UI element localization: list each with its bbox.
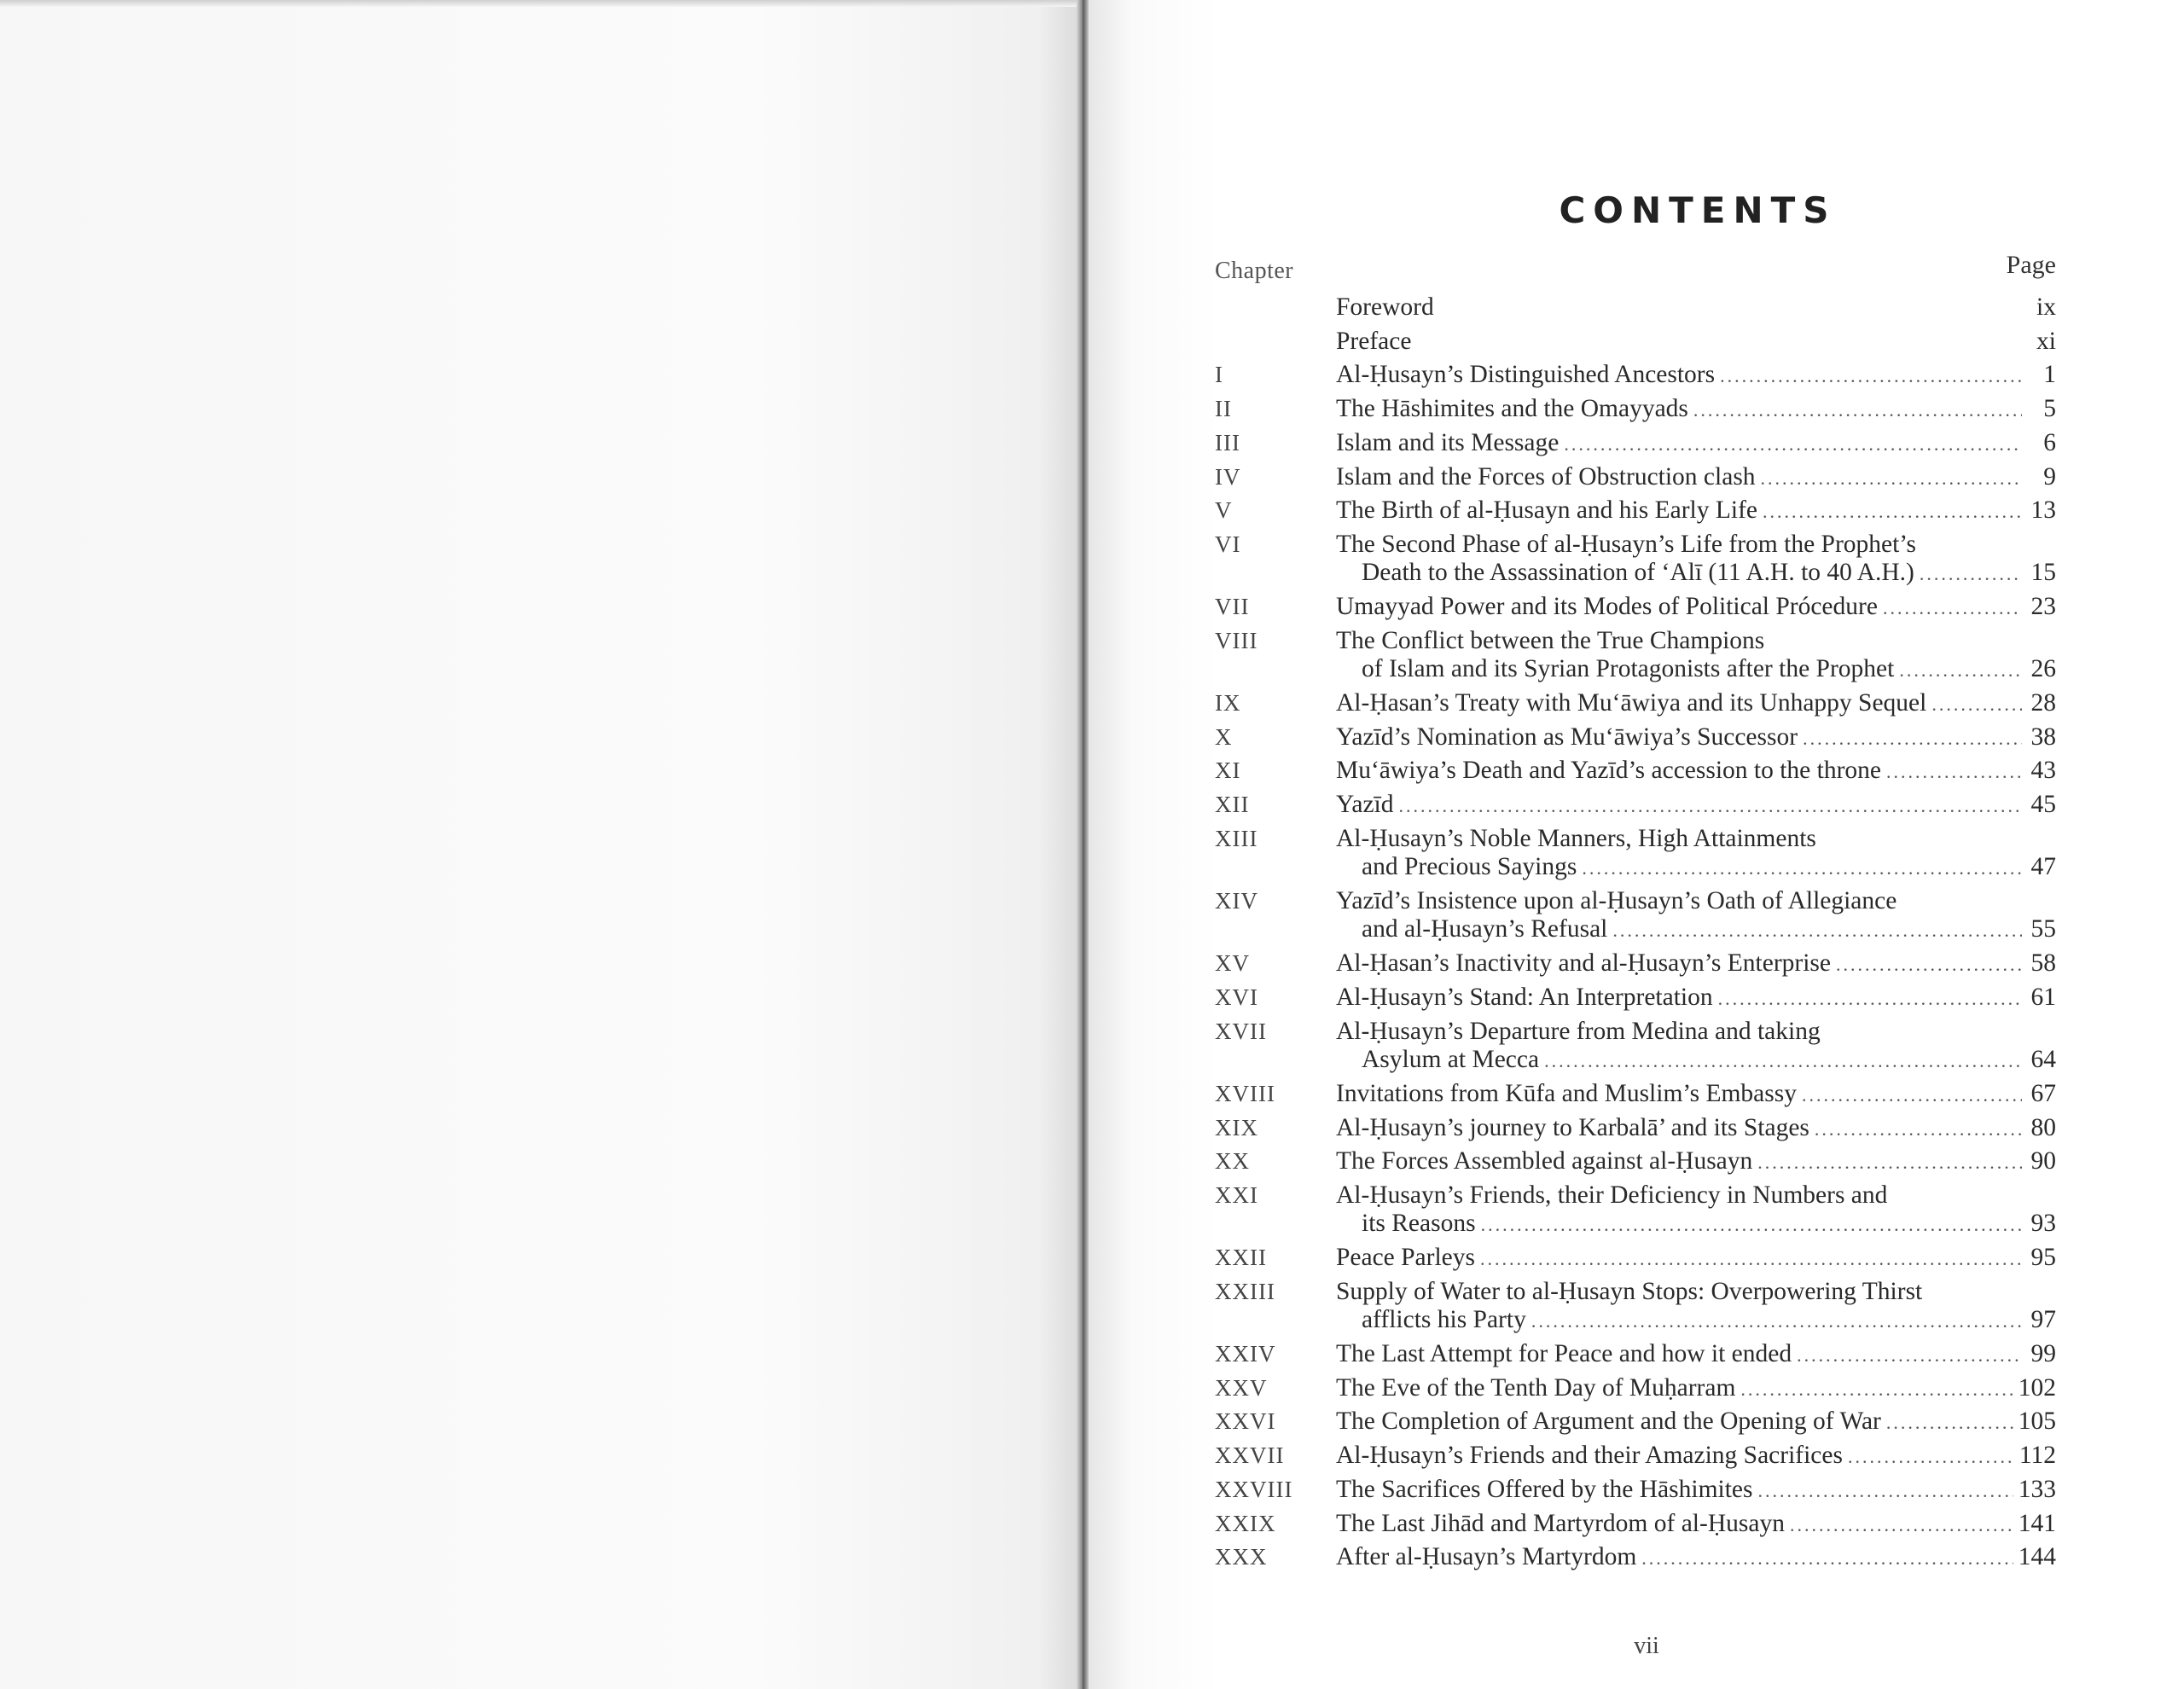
chapter-title-line: The Forces Assembled against al-Ḥusayn	[1336, 1147, 1753, 1175]
chapter-title-leader-line	[1336, 361, 2056, 390]
dot-leader	[1802, 1081, 2022, 1109]
chapter-title-line: The Eve of the Tenth Day of Muḥarram	[1336, 1373, 1736, 1402]
chapter-number: XX	[1215, 1148, 1250, 1175]
page-number: 141	[2018, 1509, 2056, 1537]
page-number: 61	[2030, 983, 2056, 1011]
page-number: 64	[2030, 1045, 2056, 1073]
chapter-title-line: Supply of Water to al-Ḥusayn Stops: Overpowering Thirst	[1336, 1277, 1923, 1305]
chapter-title-block	[1336, 293, 2056, 322]
chapter-number: XXIV	[1215, 1341, 1276, 1367]
chapter-title-line: The Birth of al-Ḥusayn and his Early Life	[1336, 496, 1757, 525]
chapter-number: X	[1215, 723, 1233, 750]
chapter-title-block	[1336, 1080, 2056, 1109]
dot-leader	[1797, 1341, 2022, 1369]
chapter-title-line: its Reasons	[1362, 1209, 1476, 1237]
chapter-title-leader-line	[1336, 1244, 2056, 1273]
page-number: xi	[2036, 327, 2056, 355]
dot-leader	[1761, 464, 2022, 492]
chapter-title-line: Al-Ḥusayn’s Friends, their Deficiency in Numbers and	[1336, 1181, 1888, 1209]
dot-leader	[1886, 1408, 2013, 1437]
chapter-title-leader-line	[1336, 689, 2056, 718]
chapter-title-leader-line	[1336, 757, 2056, 786]
dot-leader	[1883, 594, 2022, 622]
page-number: 26	[2030, 654, 2056, 682]
chapter-title-line: Al-Ḥasan’s Treaty with Mu‘āwiya and its Unhappy Sequel	[1336, 689, 1927, 717]
dot-leader	[1480, 1245, 2022, 1273]
chapter-title-leader-line	[1336, 496, 2056, 525]
page-title: CONTENTS	[1559, 189, 1837, 231]
dot-leader	[1757, 1148, 2022, 1176]
page-number: 13	[2030, 496, 2056, 525]
chapter-title-block	[1336, 1244, 2056, 1273]
chapter-title-block	[1336, 1408, 2056, 1437]
chapter-title-block	[1336, 328, 2056, 357]
chapter-number: V	[1215, 497, 1233, 524]
page-number: 28	[2030, 689, 2056, 717]
dot-leader	[1398, 792, 2022, 820]
chapter-title-block	[1336, 496, 2056, 525]
chapter-title-line: Death to the Assassination of ‘Alī (11 A.H. to 40 A.H.)	[1362, 558, 1914, 586]
page-number: 9	[2043, 462, 2056, 490]
chapter-title-block	[1336, 395, 2056, 424]
dot-leader	[1718, 984, 2022, 1013]
chapter-title-line: and al-Ḥusayn’s Refusal	[1362, 915, 1608, 943]
page-number: 5	[2043, 395, 2056, 423]
chapter-title-line: The Hāshimites and the Omayyads	[1336, 395, 1688, 423]
chapter-title-leader-line	[1336, 1046, 2056, 1075]
dot-leader	[1612, 916, 2022, 944]
chapter-number: XVIII	[1215, 1080, 1275, 1106]
chapter-number: XVI	[1215, 984, 1258, 1010]
chapter-title-block	[1336, 1181, 2056, 1239]
chapter-number: XV	[1215, 950, 1250, 977]
dot-leader	[1564, 430, 2022, 458]
chapter-number: XXVII	[1215, 1442, 1285, 1469]
dot-leader	[1720, 362, 2022, 390]
dot-leader	[1740, 1375, 2013, 1403]
chapter-title-line: Islam and its Message	[1336, 428, 1560, 456]
chapter-number: XXVI	[1215, 1408, 1276, 1435]
page-number: 144	[2018, 1543, 2056, 1571]
chapter-title-block	[1336, 1442, 2056, 1471]
chapter-title-line: Foreword	[1336, 293, 1434, 321]
page-number: 95	[2030, 1244, 2056, 1272]
chapter-title-line: Al-Ḥusayn’s Noble Manners, High Attainments	[1336, 824, 1816, 852]
page-number: 90	[2030, 1147, 2056, 1175]
page-number: 67	[2030, 1079, 2056, 1107]
chapter-title-line: Islam and the Forces of Obstruction clash	[1336, 462, 1756, 490]
dot-leader	[1544, 1047, 2022, 1075]
dot-leader	[1848, 1442, 2014, 1471]
page-number: 105	[2018, 1408, 2056, 1436]
page-number: ix	[2036, 293, 2056, 321]
chapter-title-block	[1336, 627, 2056, 684]
chapter-title-line: and Precious Sayings	[1362, 852, 1577, 880]
dot-leader	[1920, 560, 2022, 588]
chapter-title-leader-line	[1336, 463, 2056, 492]
chapter-title-line: The Completion of Argument and the Opening of War	[1336, 1408, 1881, 1436]
chapter-number: XXI	[1215, 1181, 1258, 1208]
chapter-column-header: Chapter	[1215, 258, 1294, 284]
chapter-number: XIV	[1215, 888, 1258, 914]
dot-leader	[1531, 1307, 2022, 1335]
chapter-title-line: The Sacrifices Offered by the Hāshimites	[1336, 1475, 1753, 1503]
page-number: 97	[2030, 1305, 2056, 1333]
chapter-title-leader-line	[1336, 1340, 2056, 1369]
chapter-title-leader-line	[1336, 1476, 2056, 1505]
chapter-number: XIX	[1215, 1114, 1258, 1141]
chapter-title-line: Mu‘āwiya’s Death and Yazīd’s accession to the throne	[1336, 757, 1882, 785]
chapter-number: XXX	[1215, 1544, 1268, 1570]
chapter-number: XXVIII	[1215, 1476, 1293, 1502]
chapter-title-block	[1336, 429, 2056, 458]
chapter-title-block	[1336, 791, 2056, 820]
chapter-title-block	[1336, 1374, 2056, 1403]
chapter-number: IV	[1215, 463, 1241, 490]
chapter-title-line: Al-Ḥusayn’s Stand: An Interpretation	[1336, 983, 1713, 1011]
chapter-title-line: Al-Ḥusayn’s Departure from Medina and taking	[1336, 1017, 1821, 1045]
chapter-title-leader-line	[1336, 1442, 2056, 1471]
chapter-number: VIII	[1215, 627, 1258, 653]
chapter-title-leader-line	[1336, 655, 2056, 684]
chapter-number: XXIII	[1215, 1278, 1275, 1304]
chapter-title-block	[1336, 757, 2056, 786]
page-number: 23	[2030, 593, 2056, 621]
dot-leader	[1481, 1210, 2022, 1239]
chapter-number: XII	[1215, 792, 1250, 818]
chapter-title-block	[1336, 887, 2056, 944]
chapter-title-line: Yazīd’s Insistence upon al-Ḥusayn’s Oath of Allegiance	[1336, 887, 1897, 914]
chapter-title-leader-line	[1336, 949, 2056, 978]
chapter-number: IX	[1215, 690, 1241, 716]
dot-leader	[1815, 1115, 2022, 1143]
chapter-title-line: of Islam and its Syrian Protagonists after the Prophet	[1362, 654, 1895, 682]
page-number: 6	[2043, 428, 2056, 456]
dot-leader	[1758, 1477, 2013, 1505]
chapter-number: I	[1215, 362, 1223, 388]
chapter-number: II	[1215, 396, 1232, 422]
page-number: 1	[2043, 361, 2056, 389]
chapter-title-leader-line	[1336, 1080, 2056, 1109]
page-column-header: Page	[2006, 251, 2056, 279]
chapter-title-leader-line	[1336, 593, 2056, 622]
chapter-title-line: Yazīd	[1336, 791, 1394, 819]
chapter-number: XXIX	[1215, 1510, 1276, 1536]
page-number: 112	[2018, 1442, 2056, 1470]
chapter-title-leader-line	[1336, 429, 2056, 458]
dot-leader	[1899, 656, 2022, 684]
chapter-number: XIII	[1215, 825, 1258, 851]
chapter-title-leader-line	[1336, 1408, 2056, 1437]
page-number: 47	[2030, 852, 2056, 880]
chapter-number: XVII	[1215, 1018, 1267, 1044]
chapter-number: VI	[1215, 531, 1241, 557]
chapter-title-line: After al-Ḥusayn’s Martyrdom	[1336, 1543, 1637, 1571]
chapter-title-line: Yazīd’s Nomination as Mu‘āwiya’s Successor	[1336, 723, 1798, 751]
page-number: 15	[2030, 558, 2056, 586]
chapter-number: XI	[1215, 757, 1241, 784]
chapter-title-block	[1336, 361, 2056, 390]
page-number: 102	[2018, 1373, 2056, 1402]
chapter-title-block	[1336, 463, 2056, 492]
chapter-title-line: The Last Jihād and Martyrdom of al-Ḥusayn	[1336, 1509, 1785, 1537]
chapter-title-block	[1336, 593, 2056, 622]
dot-leader	[1931, 690, 2022, 718]
page-number: 38	[2030, 723, 2056, 751]
page-number: 93	[2030, 1209, 2056, 1237]
page-number: 55	[2030, 915, 2056, 943]
dot-leader	[1693, 396, 2022, 424]
chapter-title-line: Al-Ḥusayn’s Friends and their Amazing Sacrifices	[1336, 1442, 1843, 1470]
page-number: 133	[2018, 1475, 2056, 1503]
chapter-title-block	[1336, 1147, 2056, 1176]
page-number: 80	[2030, 1113, 2056, 1141]
page-number: 43	[2030, 757, 2056, 785]
chapter-title-line: Al-Ḥusayn’s Distinguished Ancestors	[1336, 361, 1716, 389]
chapter-title-block	[1336, 1340, 2056, 1369]
dot-leader	[1836, 950, 2022, 978]
chapter-title-line: Invitations from Kūfa and Muslim’s Embassy	[1336, 1079, 1797, 1107]
dot-leader	[1886, 757, 2022, 786]
chapter-title-leader-line	[1336, 1374, 2056, 1403]
chapter-title-leader-line	[1336, 723, 2056, 752]
chapter-title-block	[1336, 723, 2056, 752]
chapter-title-line: Umayyad Power and its Modes of Political Prócedure	[1336, 593, 1878, 621]
chapter-title-block	[1336, 1543, 2056, 1572]
chapter-title-leader-line	[1336, 1147, 2056, 1176]
dot-leader	[1582, 854, 2022, 882]
page-number-folio: vii	[1634, 1633, 1659, 1659]
chapter-title-block	[1336, 1114, 2056, 1143]
chapter-number: VII	[1215, 594, 1250, 620]
chapter-title-line: Preface	[1336, 327, 1412, 355]
chapter-title-leader-line	[1336, 1543, 2056, 1572]
chapter-title-block	[1336, 689, 2056, 718]
chapter-title-leader-line	[1336, 853, 2056, 882]
dot-leader	[1641, 1544, 2013, 1572]
chapter-number: XXII	[1215, 1245, 1267, 1271]
dot-leader	[1763, 497, 2022, 525]
chapter-title-leader-line	[1336, 328, 2056, 357]
chapter-title-block	[1336, 1018, 2056, 1075]
dot-leader	[1803, 724, 2022, 752]
chapter-title-line: afflicts his Party	[1362, 1305, 1526, 1333]
chapter-title-line: The Last Attempt for Peace and how it ended	[1336, 1340, 1792, 1367]
chapter-title-block	[1336, 1278, 2056, 1335]
chapter-title-leader-line	[1336, 791, 2056, 820]
chapter-title-leader-line	[1336, 915, 2056, 944]
chapter-title-block	[1336, 531, 2056, 588]
page-number: 58	[2030, 949, 2056, 978]
chapter-title-leader-line	[1336, 293, 2056, 322]
chapter-title-leader-line	[1336, 984, 2056, 1013]
page-number: 45	[2030, 791, 2056, 819]
chapter-title-leader-line	[1336, 559, 2056, 588]
chapter-title-line: Al-Ḥasan’s Inactivity and al-Ḥusayn’s Enterprise	[1336, 949, 1832, 978]
chapter-title-block	[1336, 825, 2056, 882]
chapter-title-block	[1336, 949, 2056, 978]
chapter-title-leader-line	[1336, 1114, 2056, 1143]
chapter-title-line: Peace Parleys	[1336, 1244, 1475, 1272]
dot-leader	[1790, 1511, 2013, 1539]
chapter-title-leader-line	[1336, 395, 2056, 424]
chapter-title-block	[1336, 1510, 2056, 1539]
chapter-title-line: Asylum at Mecca	[1362, 1045, 1540, 1073]
chapter-title-block	[1336, 984, 2056, 1013]
chapter-number: III	[1215, 429, 1240, 456]
chapter-title-leader-line	[1336, 1510, 2056, 1539]
chapter-title-line: The Second Phase of al-Ḥusayn’s Life from the Prophet’s	[1336, 530, 1916, 558]
chapter-title-leader-line	[1336, 1306, 2056, 1335]
chapter-title-leader-line	[1336, 1210, 2056, 1239]
chapter-title-line: The Conflict between the True Champions	[1336, 626, 1765, 654]
chapter-title-line: Al-Ḥusayn’s journey to Karbalā’ and its Stages	[1336, 1113, 1809, 1141]
page-number: 99	[2030, 1340, 2056, 1367]
chapter-title-block	[1336, 1476, 2056, 1505]
chapter-number: XXV	[1215, 1374, 1268, 1401]
